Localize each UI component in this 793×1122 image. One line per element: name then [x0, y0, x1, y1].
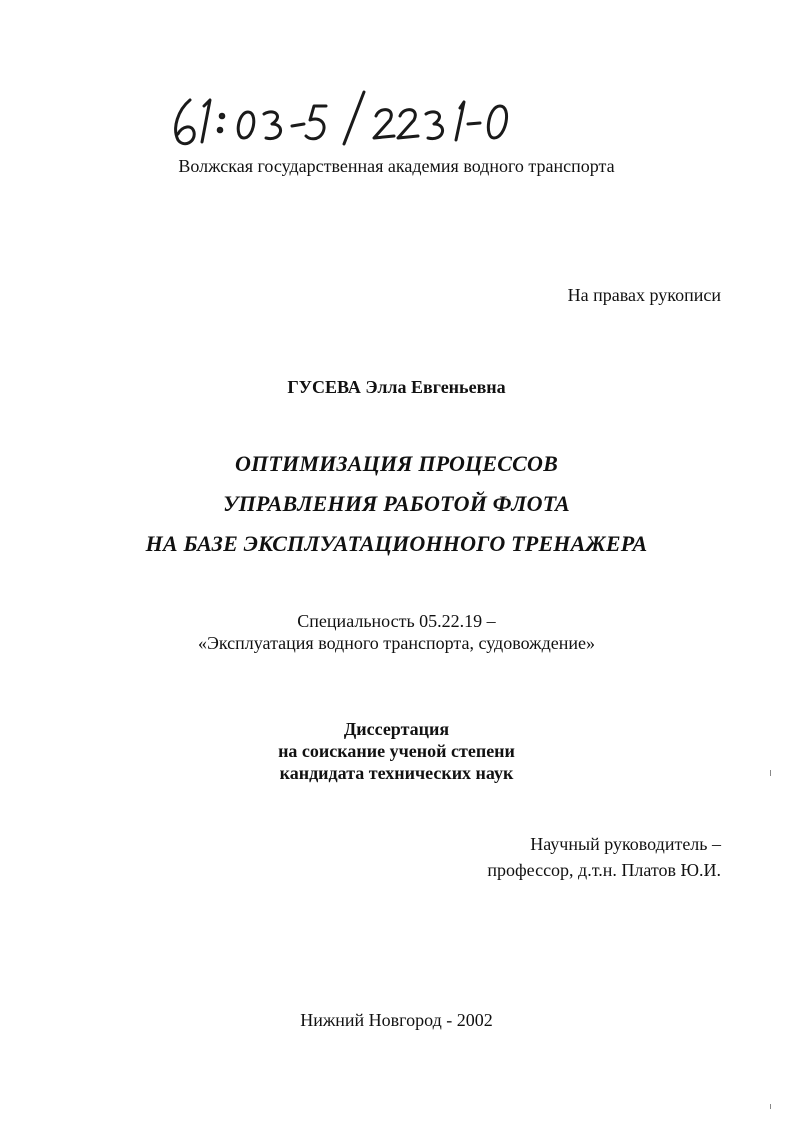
institution-name: Волжская государственная академия водного транспорта	[178, 156, 615, 176]
specialty-name: «Эксплуатация водного транспорта, судовождение»	[198, 633, 595, 653]
scan-mark	[770, 1104, 771, 1109]
scan-mark	[770, 770, 771, 776]
thesis-title-line-3: НА БАЗЕ ЭКСПЛУАТАЦИОННОГО ТРЕНАЖЕРА	[145, 531, 648, 556]
city-year: Нижний Новгород - 2002	[300, 1010, 493, 1030]
degree-type: Диссертация	[343, 719, 450, 739]
thesis-title-line-1: ОПТИМИЗАЦИЯ ПРОЦЕССОВ	[234, 451, 559, 476]
supervisor-label: Научный руководитель –	[530, 834, 721, 854]
specialty-block	[0, 610, 793, 654]
handwritten-archive-code	[168, 88, 518, 150]
thesis-title-line-2: УПРАВЛЕНИЯ РАБОТОЙ ФЛОТА	[223, 491, 570, 516]
manuscript-note: На правах рукописи	[567, 285, 721, 305]
degree-block	[0, 718, 793, 784]
author-name: ГУСЕВА Элла Евгеньевна	[287, 377, 506, 397]
degree-field: кандидата технических наук	[279, 763, 514, 783]
supervisor-name: профессор, д.т.н. Платов Ю.И.	[487, 860, 721, 880]
specialty-code: Специальность 05.22.19 –	[297, 611, 496, 631]
supervisor-block	[487, 831, 721, 883]
degree-purpose: на соискание ученой степени	[278, 741, 515, 761]
